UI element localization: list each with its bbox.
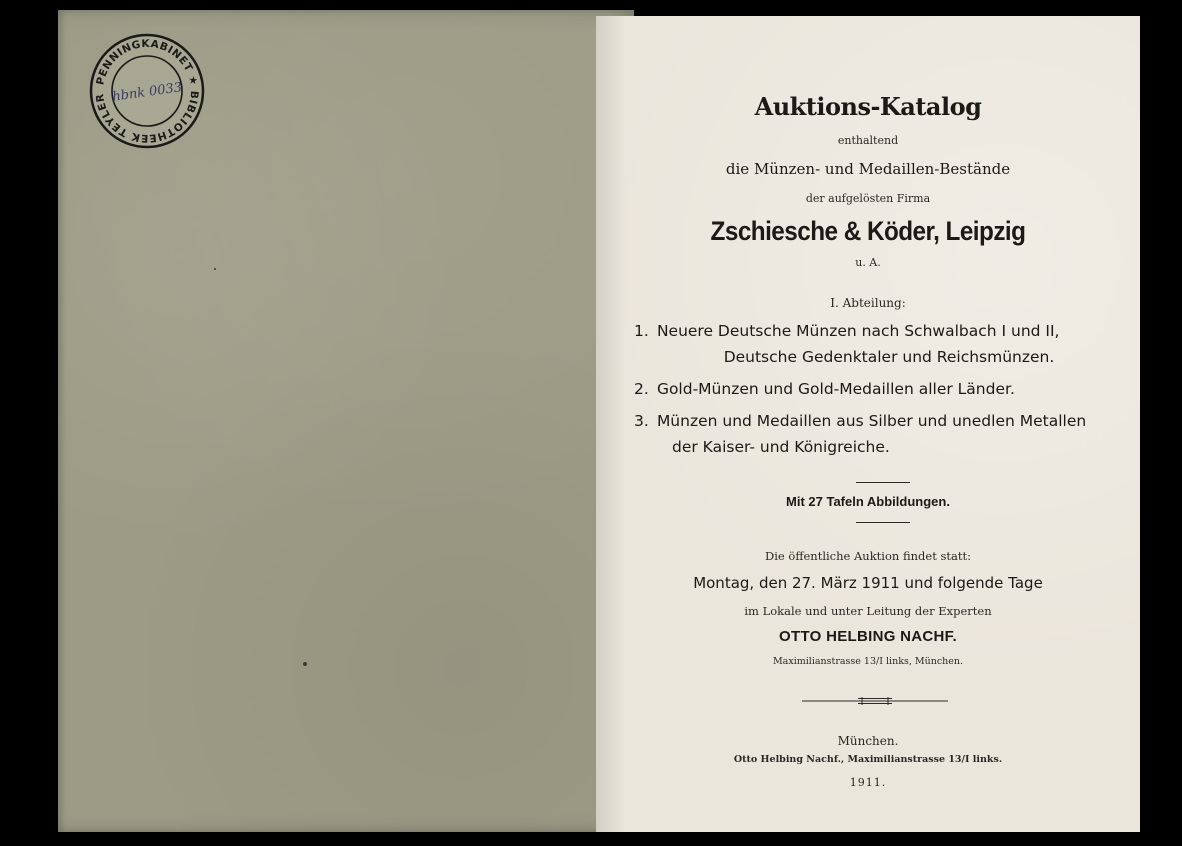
enthaltend-label: enthaltend <box>837 134 899 147</box>
item-continuation: der Kaiser- und Königreiche. <box>672 438 890 456</box>
plates-line: Mit 27 Tafeln Abbildungen. <box>786 494 950 509</box>
left-endpaper <box>58 10 634 832</box>
item-continuation: Deutsche Gedenktaler und Reichsmünzen. <box>723 348 1055 366</box>
open-book <box>40 10 1140 835</box>
imprint-publisher: Otto Helbing Nachf., Maximilianstrasse 13/I links. <box>733 754 1003 765</box>
list-item <box>634 408 1104 460</box>
item-number: 1. <box>634 322 649 340</box>
list-item <box>634 318 1104 370</box>
stamp-handwritten-number: hbnk 0033 <box>111 80 183 105</box>
item-line: Münzen und Medaillen aus Silber und unedlen Metallen <box>656 412 1087 430</box>
catalog-title: Auktions-Katalog <box>754 92 982 121</box>
divider <box>856 482 910 483</box>
experts-address: Maximilianstrasse 13/I links, München. <box>772 656 964 667</box>
paper-speck <box>303 662 307 666</box>
firm-intro-line: der aufgelösten Firma <box>805 192 931 205</box>
subject-line: die Münzen- und Medaillen-Bestände <box>725 160 1011 178</box>
title-page <box>596 16 1140 832</box>
stamp-ring-text: PENNINGKABINET ★ BIBLIOTHEEK TEYLER <box>93 37 201 145</box>
stamp-seal-icon <box>88 32 206 150</box>
imprint-year: 1911. <box>849 776 887 789</box>
experts-name: OTTO HELBING NACHF. <box>779 628 957 645</box>
library-stamp <box>88 32 206 150</box>
list-item <box>634 376 1104 402</box>
paper-speck <box>214 268 216 270</box>
ornament-icon <box>802 696 948 706</box>
item-number: 3. <box>634 412 649 430</box>
ua-line: u. A. <box>855 256 881 269</box>
auction-intro-line: Die öffentliche Auktion findet statt: <box>765 549 971 563</box>
section-heading: I. Abteilung: <box>830 296 906 310</box>
divider <box>856 522 910 523</box>
venue-line: im Lokale und unter Leitung der Experten <box>744 604 992 618</box>
imprint-city: München. <box>837 734 899 748</box>
auction-date-line: Montag, den 27. März 1911 und folgende Tage <box>693 574 1043 592</box>
item-number: 2. <box>634 380 649 398</box>
firm-name: Zschiesche & Köder, Leipzig <box>710 216 1026 246</box>
item-line: Gold-Münzen und Gold-Medaillen aller Länder. <box>656 380 1015 398</box>
item-line: Neuere Deutsche Münzen nach Schwalbach I und II, <box>656 322 1060 340</box>
